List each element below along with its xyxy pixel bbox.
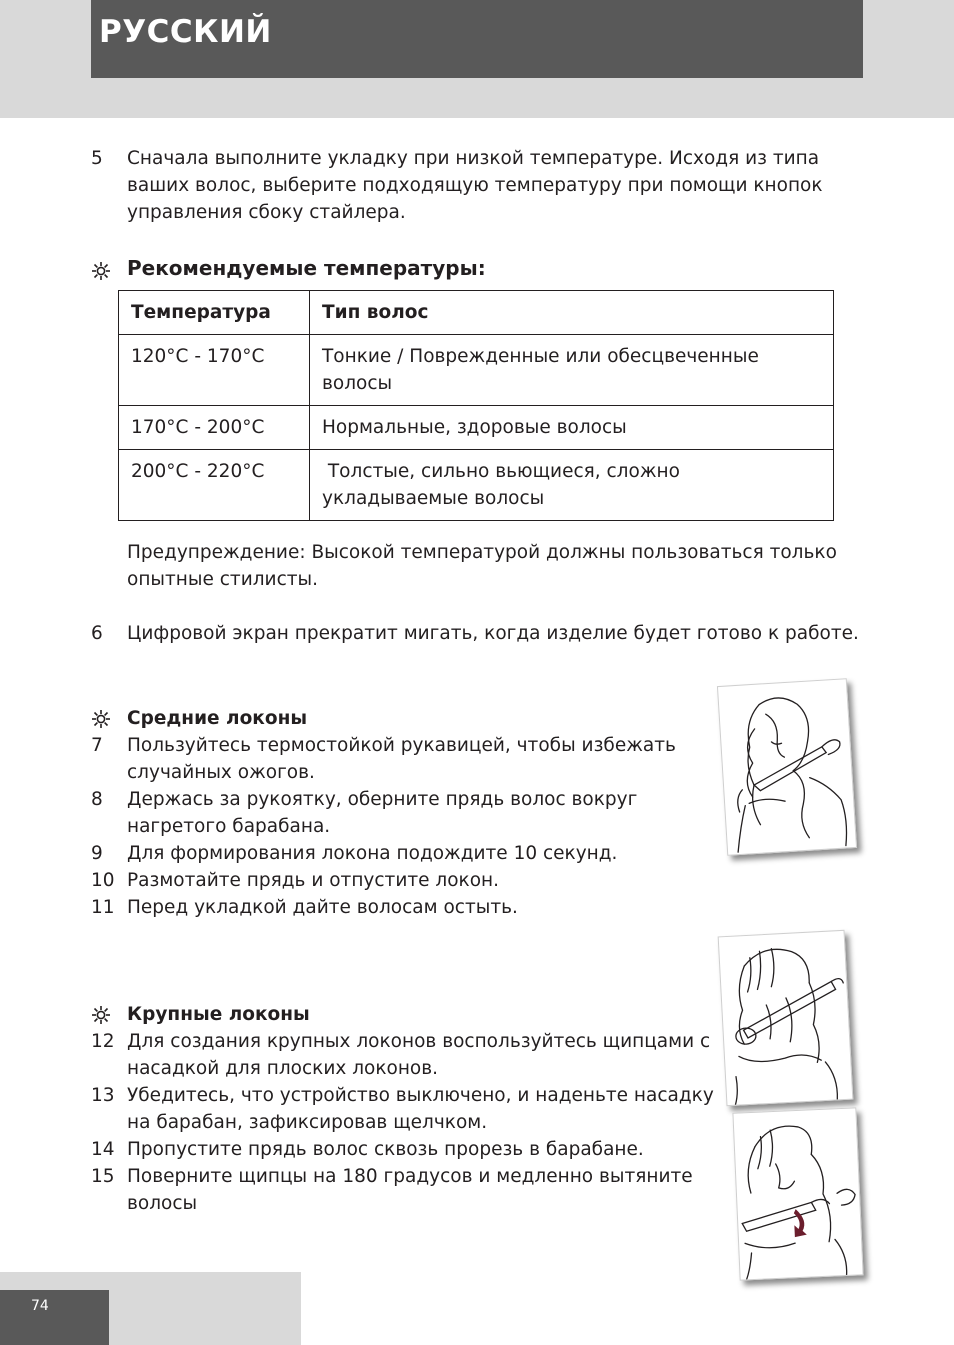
step-number: 8 [91, 789, 103, 810]
step-number: 5 [91, 148, 103, 169]
step-14-text: Пропустите прядь волос сквозь прорезь в барабане. [127, 1139, 644, 1160]
text-line: случайных ожогов. [127, 762, 315, 783]
text-line: Держась за рукоятку, оберните прядь волос вокруг [127, 789, 638, 810]
step-8-text [127, 786, 637, 840]
step-10-text: Размотайте прядь и отпустите локон. [127, 870, 499, 891]
text-line: насадкой для плоских локонов. [127, 1058, 439, 1079]
cell-line: Толстые, сильно вьющиеся, сложно [322, 461, 680, 482]
step-number: 9 [91, 843, 103, 864]
sun-bullet-icon [91, 1005, 111, 1025]
text-line: Убедитесь, что устройство выключено, и наденьте насадку [127, 1085, 714, 1106]
table-row [119, 406, 834, 450]
table-row [119, 450, 834, 521]
temperature-cell: 200°C - 220°C [119, 450, 310, 521]
step-number: 7 [91, 735, 103, 756]
large-curls-heading: Крупные локоны [127, 1004, 310, 1025]
step-number: 13 [91, 1085, 115, 1106]
page-number: 74 [31, 1298, 49, 1314]
text-line: Для создания крупных локонов воспользуйтесь щипцами с [127, 1031, 711, 1052]
text-line: ваших волос, выберите подходящую температуру при помощи кнопок [127, 175, 823, 196]
warning-text [127, 539, 837, 593]
woman-flat-curl-attachment-icon [718, 930, 854, 1106]
step-9-text: Для формирования локона подождите 10 секунд. [127, 843, 618, 864]
step-number: 6 [91, 623, 103, 644]
column-header-temperature: Температура [119, 291, 310, 335]
step-11-text: Перед укладкой дайте волосам остыть. [127, 897, 518, 918]
text-line: Сначала выполните укладку при низкой температуре. Исходя из типа [127, 148, 820, 169]
cell-line: Тонкие / Поврежденные или обесцвеченные [322, 346, 759, 367]
temperatures-heading: Рекомендуемые температуры: [127, 256, 486, 280]
sun-bullet-icon [91, 709, 111, 729]
hair-type-cell [310, 450, 834, 521]
cell-line: укладываемые волосы [322, 488, 545, 509]
sun-bullet-icon [91, 261, 111, 281]
page-title: РУССКИЙ [99, 14, 272, 50]
language-title-bar [91, 0, 863, 78]
text-line: Поверните щипцы на 180 градусов и медленно вытяните [127, 1166, 693, 1187]
temperature-table [118, 290, 834, 521]
step-number: 15 [91, 1166, 115, 1187]
text-line: опытные стилисты. [127, 569, 319, 590]
text-line: на барабан, зафиксировав щелчком. [127, 1112, 488, 1133]
woman-curling-hair-icon [717, 678, 857, 856]
text-line: Предупреждение: Высокой температурой должны пользоваться только [127, 542, 837, 563]
column-header-hair-type: Тип волос [310, 291, 834, 335]
step-number: 14 [91, 1139, 115, 1160]
temperature-cell: 120°C - 170°C [119, 335, 310, 406]
step-13-text [127, 1082, 714, 1136]
hair-type-cell [310, 335, 834, 406]
step-number: 12 [91, 1031, 115, 1052]
cell-line: Нормальные, здоровые волосы [322, 417, 627, 438]
step-7-text [127, 732, 676, 786]
cell-line: волосы [322, 373, 393, 394]
step-number: 10 [91, 870, 115, 891]
woman-rotating-tongs-icon [732, 1107, 863, 1280]
table-row [119, 335, 834, 406]
medium-curls-heading: Средние локоны [127, 708, 308, 729]
hair-type-cell [310, 406, 834, 450]
step-12-text [127, 1028, 710, 1082]
text-line: волосы [127, 1193, 198, 1214]
step-5-text [127, 145, 823, 226]
temperature-cell: 170°C - 200°C [119, 406, 310, 450]
text-line: Пользуйтесь термостойкой рукавицей, чтобы избежать [127, 735, 676, 756]
page-number-box [0, 1290, 109, 1345]
text-line: нагретого барабана. [127, 816, 331, 837]
text-line: управления сбоку стайлера. [127, 202, 406, 223]
step-number: 11 [91, 897, 115, 918]
table-header-row [119, 291, 834, 335]
step-6-text: Цифровой экран прекратит мигать, когда изделие будет готово к работе. [127, 623, 859, 644]
step-15-text [127, 1163, 693, 1217]
